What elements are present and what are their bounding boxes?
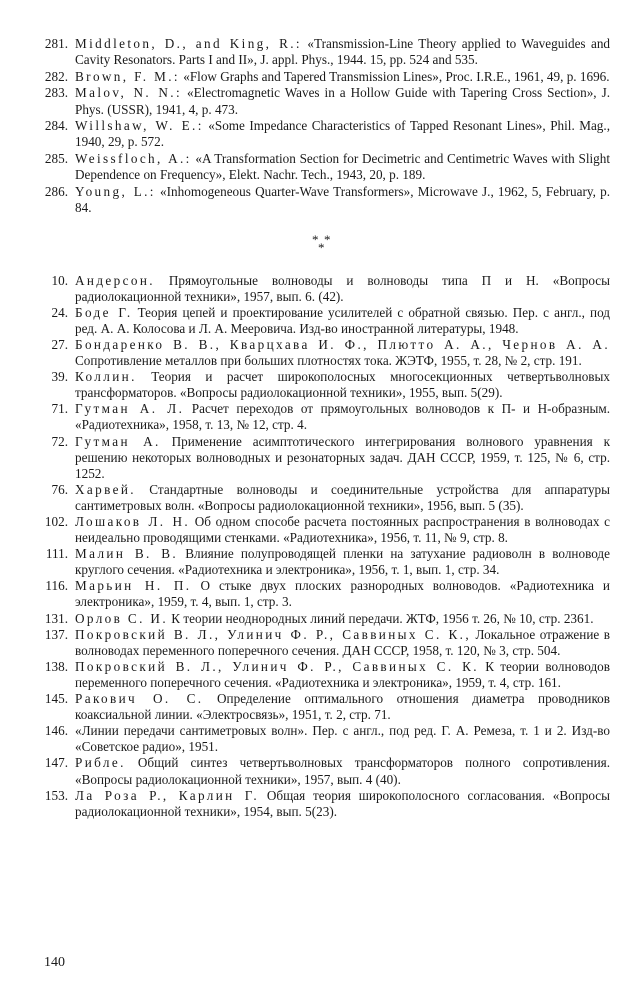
reference-author: Middleton, D., and King, R.:	[75, 36, 302, 51]
references-page	[0, 36, 644, 820]
reference-number: 72.	[51, 433, 68, 449]
reference-text: «Transmission-Line Theory applied to Waveguides and Cavity Resonators. Parts I and II», J. appl. Phys., 1944. 15, pp. 524 and 535.	[75, 36, 611, 68]
reference-number: 131.	[44, 610, 68, 626]
reference-text: Теория цепей и проектирование усилителей с обратной связью. Пер. с англ., под ред. А. А. Колосова и Л. А. Мееровича. Изд-во иностранной литературы, 1948.	[75, 304, 611, 336]
reference-author: Malov, N. N.:	[75, 85, 183, 101]
reference-text: Сопротивление металлов при больших плотностях тока. ЖЭТФ, 1955, т. 28, № 2, стр. 191.	[75, 353, 582, 369]
reference-text: Теория и расчет широкополосных многосекционных четвертьволновых трансформаторов. «Вопросы радиолокационной техники», 1955, вып. 5(29).	[75, 369, 610, 401]
reference-entry	[0, 691, 644, 723]
reference-author: Weissfloch, A.:	[75, 151, 192, 167]
reference-entry	[0, 434, 644, 482]
reference-text: Об одном способе расчета постоянных распространения в волноводах с неидеально проводящими стенками. «Радиотехника», 1956, т. 11, № 9, стр. 8.	[75, 514, 610, 546]
reference-entry	[0, 151, 644, 183]
reference-number: 153.	[44, 787, 68, 803]
section-separator	[0, 217, 644, 273]
asterisk-icon: *	[324, 231, 331, 247]
reference-entry	[0, 611, 644, 627]
reference-author: Коллин.	[75, 369, 137, 385]
asterisk-icon: *	[312, 231, 319, 247]
reference-entry	[0, 627, 644, 659]
reference-author: Харвей.	[75, 481, 136, 497]
reference-author: Орлов С. И.	[75, 610, 168, 626]
reference-author: Бондаренко В. В., Кварцхава И. Ф., Плютто А. А., Чернов А. А.	[75, 336, 610, 352]
reference-entry	[0, 514, 644, 546]
reference-number: 284.	[44, 118, 68, 134]
reference-text: «A Transformation Section for Decimetric and Centimetric Waves with Slight Dependence on Frequency», Elekt. Nachr. Tech., 1943, 20, p. 189.	[75, 151, 610, 183]
reference-text: К теории волноводов переменного поперечного сечения. «Радиотехника и электроника», 1959, т. 4, стр. 161.	[75, 658, 610, 690]
reference-author: Гутман А. Л.	[75, 401, 185, 417]
reference-author: Young, L.:	[75, 183, 156, 199]
reference-text: Локальное отражение в волноводах переменного поперечного сечения. ДАН СССР, 1958, т. 120, № 3, стр. 504.	[75, 626, 610, 658]
reference-number: 145.	[44, 691, 68, 707]
reference-text: «Electromagnetic Waves in a Hollow Guide with Tapering Cross Section», J. Phys. (USSR), 1941, 4, p. 473.	[75, 85, 611, 117]
reference-entry	[0, 723, 644, 755]
reference-number: 147.	[44, 755, 68, 771]
reference-text: К теории неоднородных линий передачи. ЖТФ, 1956 т. 26, № 10, стр. 2361.	[171, 610, 594, 626]
page-number: 140	[44, 955, 65, 970]
reference-number: 283.	[44, 85, 68, 101]
reference-text: О стыке двух плоских разнородных волноводов. «Радиотехника и электроника», 1959, т. 4, вып. 1, стр. 3.	[75, 578, 610, 610]
reference-number: 111.	[45, 546, 68, 562]
reference-entry	[0, 659, 644, 691]
asterisk-icon: *	[318, 239, 325, 255]
reference-number: 10.	[51, 272, 68, 288]
reference-text: Определение оптимального отношения диаметра проводников коаксиальной линии. «Электросвязь», 1951, т. 2, стр. 71.	[75, 691, 610, 723]
reference-text: Прямоугольные волноводы и волноводы типа П и Н. «Вопросы радиолокационной техники», 1957, вып. 6. (42).	[75, 272, 610, 304]
reference-text: Влияние полупроводящей пленки на затухание радиоволн в волноводе круглого сечения. «Радиотехника и электроника», 1956, т. 1, вып. 1, стр. 34.	[75, 546, 610, 578]
reference-number: 39.	[51, 369, 68, 385]
reference-text: «Flow Graphs and Tapered Transmission Lines», Proc. I.R.E., 1961, 49, p. 1696.	[183, 68, 610, 84]
reference-number: 137.	[44, 626, 68, 642]
reference-number: 282.	[44, 68, 68, 84]
reference-author: Андерсон.	[75, 272, 155, 288]
reference-entry	[0, 85, 644, 117]
reference-entry	[0, 273, 644, 305]
reference-text: Общий синтез четвертьволновых трансформаторов полного сопротивления. «Вопросы радиолокационной техники», 1957, вып. 4 (40).	[75, 755, 610, 787]
reference-author: Марьин Н. П.	[75, 578, 192, 594]
reference-author: Гутман А.	[75, 433, 161, 449]
reference-entry	[0, 755, 644, 787]
reference-author: Малин В. В.	[75, 546, 179, 562]
reference-entry	[0, 118, 644, 150]
reference-author: Покровский В. Л., Улинич Ф. Р., Саввиных С. К.,	[75, 626, 472, 642]
reference-text: Стандартные волноводы и соединительные устройства для аппаратуры сантиметровых волн. «Вопросы радиолокационной техники», 1956, вып. 5 (35).	[75, 481, 611, 513]
reference-number: 76.	[51, 481, 68, 497]
reference-number: 71.	[51, 401, 68, 417]
reference-entry	[0, 578, 644, 610]
reference-entry	[0, 482, 644, 514]
reference-entry	[0, 36, 644, 68]
reference-entry	[0, 305, 644, 337]
reference-number: 285.	[44, 151, 68, 167]
reference-number: 27.	[51, 336, 68, 352]
reference-text: «Some Impedance Characteristics of Tapped Resonant Lines», Phil. Mag., 1940, 29, p. 572.	[75, 118, 610, 150]
reference-entry	[0, 546, 644, 578]
reference-entry	[0, 401, 644, 433]
reference-number: 138.	[44, 658, 68, 674]
reference-entry	[0, 337, 644, 369]
reference-author: Рибле.	[75, 755, 126, 771]
reference-author: Ракович О. С.	[75, 691, 204, 707]
reference-text: «Линии передачи сантиметровых волн». Пер. с англ., под ред. Г. А. Ремеза, т. 1 и 2. Изд-во «Советское радио», 1951.	[75, 723, 610, 755]
reference-text: Общая теория широкополосного согласования. «Вопросы радиолокационной техники», 1954, вып. 5(23).	[75, 787, 611, 819]
reference-entry	[0, 69, 644, 85]
reference-number: 116.	[45, 578, 68, 594]
reference-author: Лошаков Л. Н.	[75, 514, 191, 529]
reference-number: 281.	[44, 36, 68, 51]
reference-author: Покровский В. Л., Улинич Ф. Р., Саввиных С. К.	[75, 658, 479, 674]
reference-text: Применение асимптотического интегрирования волнового уравнения к решению некоторых волноводных и резонаторных задач. ДАН СССР, 1959, т. 125, № 6, стр. 1252.	[75, 433, 610, 481]
reference-number: 24.	[51, 304, 68, 320]
reference-author: Боде Г.	[75, 304, 133, 320]
reference-author: Ла Роза Р., Карлин Г.	[75, 787, 259, 803]
reference-entry	[0, 184, 644, 216]
reference-number: 286.	[44, 183, 68, 199]
reference-entry	[0, 788, 644, 820]
reference-author: Willshaw, W. E.:	[75, 118, 204, 134]
reference-text: «Inhomogeneous Quarter-Wave Transformers», Microwave J., 1962, 5, February, p. 84.	[75, 183, 611, 215]
reference-number: 146.	[44, 723, 68, 739]
reference-number: 102.	[44, 514, 68, 529]
reference-entry	[0, 369, 644, 401]
reference-text: Расчет переходов от прямоугольных волноводов к П- и Н-образным. «Радиотехника», 1958, т. 13, № 12, стр. 4.	[75, 401, 611, 433]
reference-author: Brown, F. M.:	[75, 68, 180, 84]
